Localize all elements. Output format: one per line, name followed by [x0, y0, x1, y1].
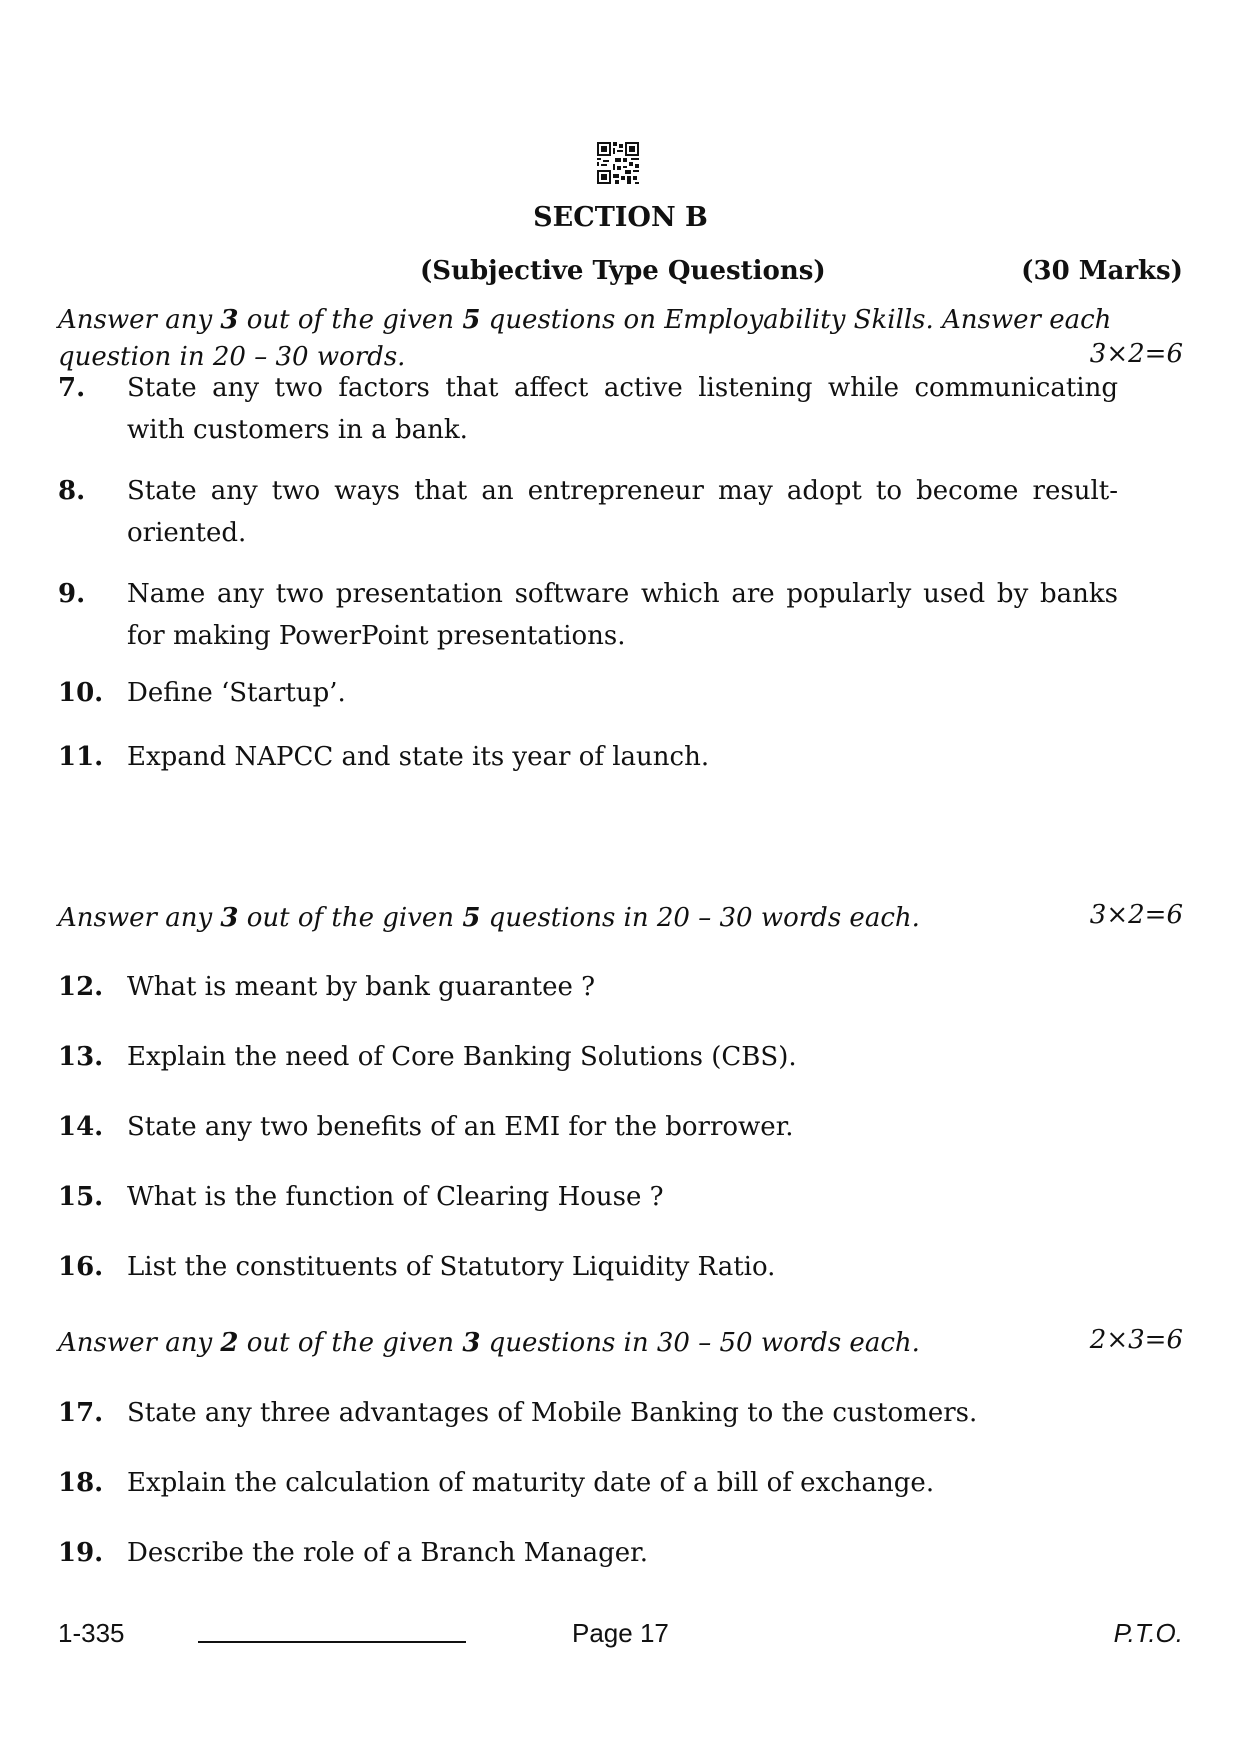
instruction-group-3: [58, 1325, 958, 1362]
question-item: [58, 1246, 1118, 1288]
question-number: 9.: [58, 579, 86, 609]
instruction-marks: 3×2=6: [1089, 900, 1183, 930]
question-item: [58, 736, 1118, 778]
question-text: Explain the calculation of maturity date of a bill of exchange.: [127, 1468, 935, 1498]
instruction-text: out of the given: [238, 305, 463, 335]
please-turn-over: P.T.O.: [1113, 1618, 1183, 1648]
question-item: [58, 367, 1118, 451]
question-number: 11.: [58, 742, 104, 772]
question-number: 7.: [58, 373, 86, 403]
instruction-marks: 3×2=6: [1089, 339, 1183, 369]
instruction-text: questions on Employability Skills. Answer each question in 20 – 30 words.: [58, 305, 1112, 372]
question-text: Name any two presentation software which are popularly used by banks for making PowerPoint presentations.: [127, 579, 1118, 651]
paper-code: 1-335: [58, 1618, 125, 1648]
instruction-text: Answer any: [58, 305, 221, 335]
question-text: Expand NAPCC and state its year of launch.: [127, 742, 710, 772]
section-total-marks: (30 Marks): [1021, 256, 1183, 286]
question-item: [58, 470, 1118, 554]
question-item: [58, 1462, 1118, 1504]
question-text: State any two ways that an entrepreneur may adopt to become result-oriented.: [127, 476, 1118, 548]
question-number: 18.: [58, 1468, 104, 1498]
instruction-text: Answer any: [58, 903, 221, 933]
section-subtitle: (Subjective Type Questions): [420, 256, 826, 286]
instruction-text: questions in 30 – 50 words each.: [480, 1328, 920, 1358]
question-number: 16.: [58, 1252, 104, 1282]
question-number: 8.: [58, 476, 86, 506]
question-item: [58, 573, 1118, 657]
question-number: 15.: [58, 1182, 104, 1212]
question-number: 12.: [58, 972, 104, 1002]
question-text: State any three advantages of Mobile Banking to the customers.: [127, 1398, 978, 1428]
question-number: 17.: [58, 1398, 104, 1428]
question-number: 14.: [58, 1112, 104, 1142]
section-title: SECTION B: [533, 202, 708, 233]
question-item: [58, 1392, 1118, 1434]
question-text: List the constituents of Statutory Liquidity Ratio.: [127, 1252, 776, 1282]
question-number: 10.: [58, 678, 104, 708]
instruction-count: 2: [220, 1328, 239, 1358]
question-number: 19.: [58, 1538, 104, 1568]
instruction-count: 3: [220, 903, 239, 933]
question-item: [58, 1532, 1118, 1574]
instruction-count: 3: [220, 305, 239, 335]
instruction-text: out of the given: [238, 1328, 463, 1358]
question-number: 13.: [58, 1042, 104, 1072]
instruction-total: 5: [462, 305, 481, 335]
question-text: Describe the role of a Branch Manager.: [127, 1538, 648, 1568]
instruction-text: Answer any: [58, 1328, 221, 1358]
question-text: Define ‘Startup’.: [127, 678, 346, 708]
question-item: [58, 1106, 1118, 1148]
instruction-group-2: [58, 900, 958, 937]
question-text: State any two benefits of an EMI for the borrower.: [127, 1112, 794, 1142]
question-item: [58, 966, 1118, 1008]
question-item: [58, 672, 1118, 714]
page-number: Page 17: [572, 1618, 669, 1648]
question-text: What is the function of Clearing House ?: [127, 1182, 664, 1212]
instruction-marks: 2×3=6: [1089, 1325, 1183, 1355]
instruction-total: 5: [462, 903, 481, 933]
question-text: Explain the need of Core Banking Solutions (CBS).: [127, 1042, 797, 1072]
question-item: [58, 1176, 1118, 1218]
instruction-total: 3: [462, 1328, 481, 1358]
footer-divider: [198, 1641, 466, 1643]
instruction-employability: [58, 302, 1183, 376]
question-item: [58, 1036, 1118, 1078]
instruction-text: out of the given: [238, 903, 463, 933]
question-text: What is meant by bank guarantee ?: [127, 972, 596, 1002]
instruction-text: questions in 20 – 30 words each.: [480, 903, 920, 933]
question-text: State any two factors that affect active listening while communicating with customers in a bank.: [127, 373, 1118, 445]
qr-code: [597, 142, 639, 184]
